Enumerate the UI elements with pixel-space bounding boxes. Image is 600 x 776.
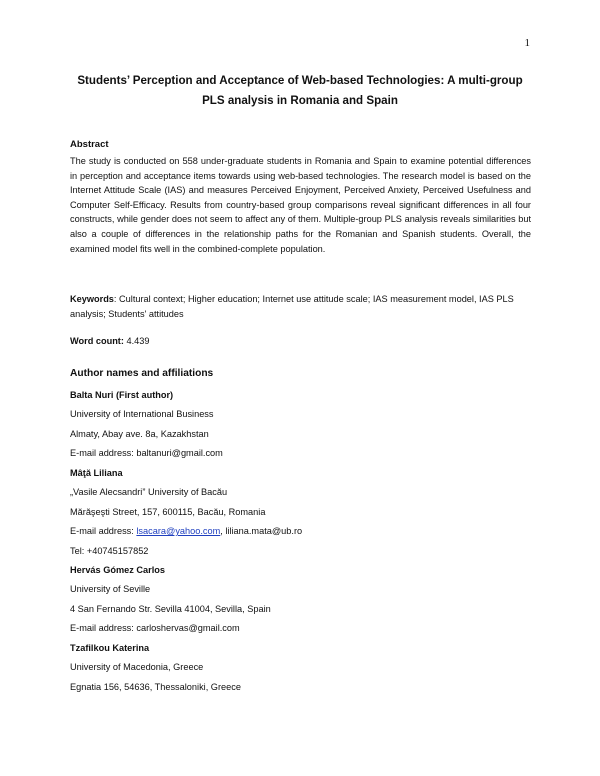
- author-address: Egnatia 156, 54636, Thessaloniki, Greece: [70, 681, 241, 692]
- word-count-label: Word count:: [70, 336, 124, 346]
- author-address: 4 San Fernando Str. Sevilla 41004, Sevilla, Spain: [70, 603, 271, 614]
- author-list: [70, 386, 531, 697]
- word-count-value: 4.439: [126, 336, 150, 346]
- author-address: Mărăşeşti Street, 157, 600115, Bacău, Romania: [70, 506, 266, 517]
- author-affiliation: University of Macedonia, Greece: [70, 662, 204, 673]
- keywords: [70, 292, 531, 321]
- author-address: Almaty, Abay ave. 8a, Kazakhstan: [70, 428, 209, 439]
- author-email: [70, 522, 531, 541]
- keywords-text: : Cultural context; Higher education; Internet use attitude scale; IAS measurement model, IAS PLS analysis; Students' attitudes: [70, 294, 514, 319]
- abstract-heading: Abstract: [70, 139, 109, 150]
- author-affiliation: „Vasile Alecsandri” University of Bacău: [70, 487, 228, 498]
- word-count: [70, 336, 150, 346]
- author-name: Hervás Gómez Carlos: [70, 564, 165, 575]
- author-affiliation: University of International Business: [70, 409, 214, 420]
- author-email: E-mail address: carloshervas@gmail.com: [70, 623, 240, 634]
- author-name: Balta Nuri (First author): [70, 390, 174, 400]
- email-link[interactable]: lsacara@yahoo.com: [136, 526, 221, 537]
- abstract-text: The study is conducted on 558 under-graduate students in Romania and Spain to examine potential differences in perception and acceptance items towards using web-based technologies. The research model is based on the Internet Attitude Scale (IAS) and measures Perceived Enjoyment, Perceived Anxiety, Perceived Usefulness and Computer Self-Efficacy. Results from country-based group comparisons reveal significant differences in all four constructs, while gender does not seem to affect any of them. Multiple-group PLS analysis reveals similarities but also a couple of differences in the relationship paths for the Romanian and Spanish students. Overall, the examined model fits well in the combined-complete population.: [70, 156, 531, 254]
- author-phone: Tel: +40745157852: [70, 545, 149, 556]
- keywords-label: Keywords: [70, 294, 114, 304]
- paper-title: Students’ Perception and Acceptance of Web-based Technologies: A multi-group PLS analysis in Romania and Spain: [77, 74, 523, 107]
- author-email: E-mail address: baltanuri@gmail.com: [70, 448, 223, 459]
- page-number: 1: [524, 37, 530, 49]
- author-name: Mâţă Liliana: [70, 467, 123, 478]
- author-affiliation: University of Seville: [70, 584, 151, 595]
- email-suffix: , liliana.mata@ub.ro: [220, 526, 303, 537]
- authors-heading: Author names and affiliations: [70, 368, 214, 379]
- author-name: Tzafilkou Katerina: [70, 642, 150, 653]
- email-prefix: E-mail address:: [70, 526, 137, 537]
